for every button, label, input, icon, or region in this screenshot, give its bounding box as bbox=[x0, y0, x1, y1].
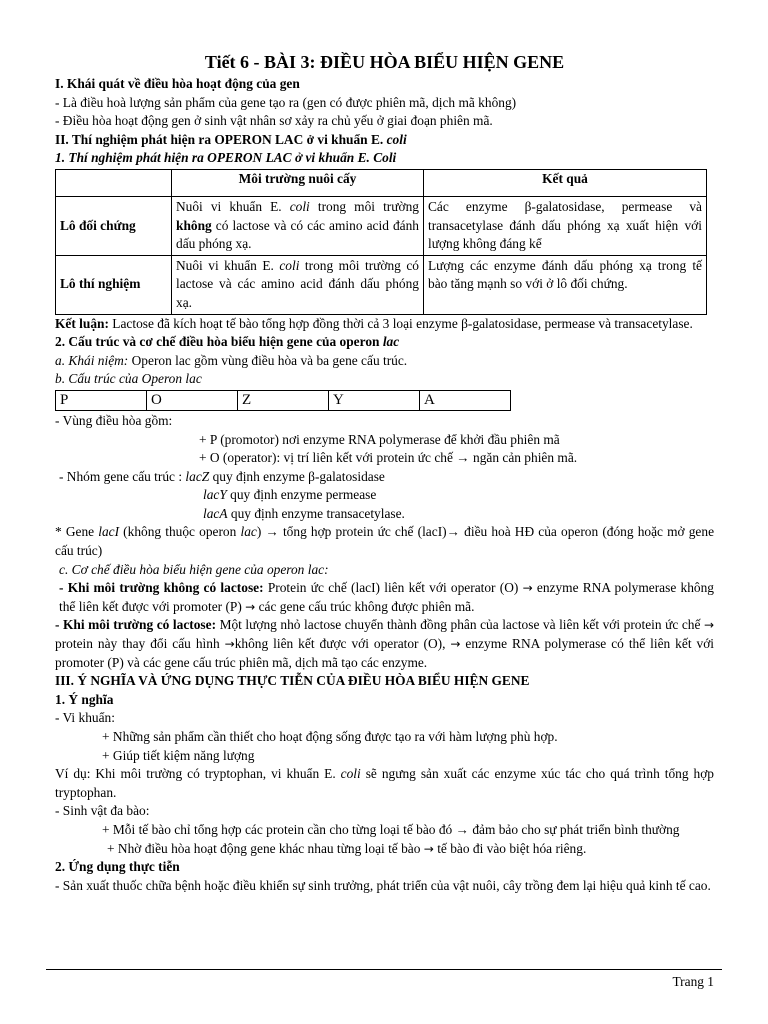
subsection-heading: c. Cơ chế điều hòa biểu hiện gene của operon lac: bbox=[59, 561, 329, 577]
page-title: Tiết 6 - BÀI 3: ĐIỀU HÒA BIỂU HIỆN GENE bbox=[204, 52, 565, 72]
section-2-heading: II. Thí nghiệm phát hiện ra OPERON LAC ở vi khuẩn E. coli bbox=[55, 131, 407, 147]
subsection-heading: 2. Cấu trúc và cơ chế điều hòa biểu hiện gene của operon lac bbox=[55, 334, 400, 350]
paragraph: * Gene lacI (không thuộc operon lac) → tổng hợp protein ức chế (lacI)→ điều hoà HĐ của operon (đóng hoặc mở gene cấu trúc) bbox=[55, 524, 715, 559]
page-number: Trang 1 bbox=[672, 974, 714, 989]
paragraph: + Nhờ điều hòa hoạt động gene khác nhau từng loại tế bào → tế bào đi vào biệt hóa riêng. bbox=[107, 840, 587, 856]
section-1-heading: I. Khái quát về điều hòa hoạt động của gen bbox=[55, 76, 300, 91]
subsection-heading: 1. Ý nghĩa bbox=[55, 691, 114, 707]
operon-segment-z: Z bbox=[238, 390, 329, 410]
table-cell: Các enzyme β-galatosidase, permease và transacetylase đánh dấu phóng xạ xuất hiện với lượng không đáng kể bbox=[424, 196, 707, 255]
experiment-table bbox=[55, 169, 707, 315]
arrow-icon: → bbox=[224, 637, 235, 652]
arrow-icon: → bbox=[245, 599, 256, 614]
table-cell-label: Lô thí nghiệm bbox=[56, 255, 172, 314]
paragraph: + P (promotor) nơi enzyme RNA polymerase để khởi đầu phiên mã bbox=[199, 431, 560, 447]
operon-segment-y: Y bbox=[329, 390, 420, 410]
paragraph: + O (operator): vị trí liên kết với protein ức chế → ngăn cản phiên mã. bbox=[199, 450, 578, 466]
operon-segment-a: A bbox=[420, 390, 511, 410]
footer-divider bbox=[46, 969, 722, 970]
subsection-heading: 1. Thí nghiệm phát hiện ra OPERON LAC ở vi khuẩn E. Coli bbox=[55, 150, 397, 166]
paragraph: - Khi môi trường có lactose: Một lượng nhỏ lactose chuyển thành đồng phân của lactose và liên kết với protein ức chế → protein này thay đổi cấu hình →không liên kết được với operator (O), → enzyme RNA polymerase có thể liên kết với promoter (P) và các gene cấu trúc phiên mã, dịch mã tạo các enzyme. bbox=[55, 617, 715, 670]
paragraph: + Mỗi tế bào chỉ tổng hợp các protein cần cho từng loại tế bào đó → đảm bảo cho sự phát triển bình thường bbox=[102, 821, 680, 837]
table-cell: Nuôi vi khuẩn E. coli trong môi trường có lactose và các amino acid đánh dấu phóng xạ. bbox=[172, 255, 424, 314]
paragraph: lacY quy định enzyme permease bbox=[203, 487, 377, 503]
paragraph: - Sản xuất thuốc chữa bệnh hoặc điều khiển sự sinh trưởng, phát triển của vật nuôi, cây trồng đem lại hiệu quả kinh tế cao. bbox=[55, 877, 711, 893]
table-cell: Lượng các enzyme đánh dấu phóng xạ trong tế bào tăng mạnh so với ở lô đối chứng. bbox=[424, 255, 707, 314]
arrow-icon: → bbox=[423, 841, 434, 856]
paragraph: lacA quy định enzyme transacetylase. bbox=[203, 505, 405, 521]
table-header-cell: Kết quả bbox=[424, 169, 707, 196]
table-row bbox=[56, 196, 707, 255]
paragraph: - Nhóm gene cấu trúc : lacZ quy định enzyme β-galatosidase bbox=[59, 468, 385, 484]
arrow-icon: → bbox=[450, 637, 461, 652]
table-cell: Nuôi vi khuẩn E. coli trong môi trường không có lactose và có các amino acid đánh dấu phóng xạ. bbox=[172, 196, 424, 255]
operon-segment-o: O bbox=[147, 390, 238, 410]
table-header-cell bbox=[56, 169, 172, 196]
arrow-icon: → bbox=[455, 821, 469, 837]
conclusion: Kết luận: Lactose đã kích hoạt tế bào tổng hợp đồng thời cả 3 loại enzyme β-galatosidase, permease và transacetylase. bbox=[55, 315, 693, 331]
paragraph: + Những sản phẩm cần thiết cho hoạt động sống được tạo ra với hàm lượng phù hợp. bbox=[102, 729, 558, 744]
paragraph: - Vùng điều hòa gồm: bbox=[55, 412, 173, 428]
paragraph: b. Cấu trúc của Operon lac bbox=[55, 371, 202, 387]
paragraph: - Sinh vật đa bào: bbox=[55, 803, 150, 819]
table-cell-label: Lô đối chứng bbox=[56, 196, 172, 255]
operon-row bbox=[56, 390, 511, 410]
operon-segment-p: P bbox=[56, 390, 147, 410]
table-header-cell: Môi trường nuôi cấy bbox=[172, 169, 424, 196]
paragraph: + Giúp tiết kiệm năng lượng bbox=[102, 747, 255, 763]
section-3-heading: III. Ý NGHĨA VÀ ỨNG DỤNG THỰC TIỄN CỦA ĐIỀU HÒA BIỂU HIỆN GENE bbox=[55, 673, 530, 689]
paragraph: - Vi khuẩn: bbox=[55, 710, 115, 726]
paragraph: - Là điều hoà lượng sản phẩm của gene tạo ra (gen có được phiên mã, dịch mã không) bbox=[55, 94, 517, 110]
paragraph: - Khi môi trường không có lactose: Protein ức chế (lacI) liên kết với operator (O) → enzyme RNA polymerase không thể liên kết được với promoter (P) → các gene cấu trúc không được phiên mã. bbox=[59, 580, 714, 614]
arrow-icon: → bbox=[456, 450, 470, 466]
paragraph: Ví dụ: Khi môi trường có tryptophan, vi khuẩn E. coli sẽ ngưng sản xuất các enzyme xúc tác cho quá trình tổng hợp tryptophan. bbox=[55, 766, 714, 800]
operon-diagram bbox=[55, 390, 511, 411]
table-row bbox=[56, 255, 707, 314]
subsection-heading: 2. Ứng dụng thực tiễn bbox=[55, 859, 180, 875]
paragraph: - Điều hòa hoạt động gen ở sinh vật nhân sơ xảy ra chủ yếu ở giai đoạn phiên mã. bbox=[55, 113, 493, 129]
arrow-icon: → bbox=[265, 524, 279, 540]
arrow-icon: → bbox=[522, 581, 533, 596]
table-header-row bbox=[56, 169, 707, 196]
arrow-icon: → bbox=[446, 524, 461, 540]
paragraph: a. Khái niệm: Operon lac gồm vùng điều hòa và ba gene cấu trúc. bbox=[55, 352, 408, 368]
arrow-icon: → bbox=[703, 618, 714, 633]
